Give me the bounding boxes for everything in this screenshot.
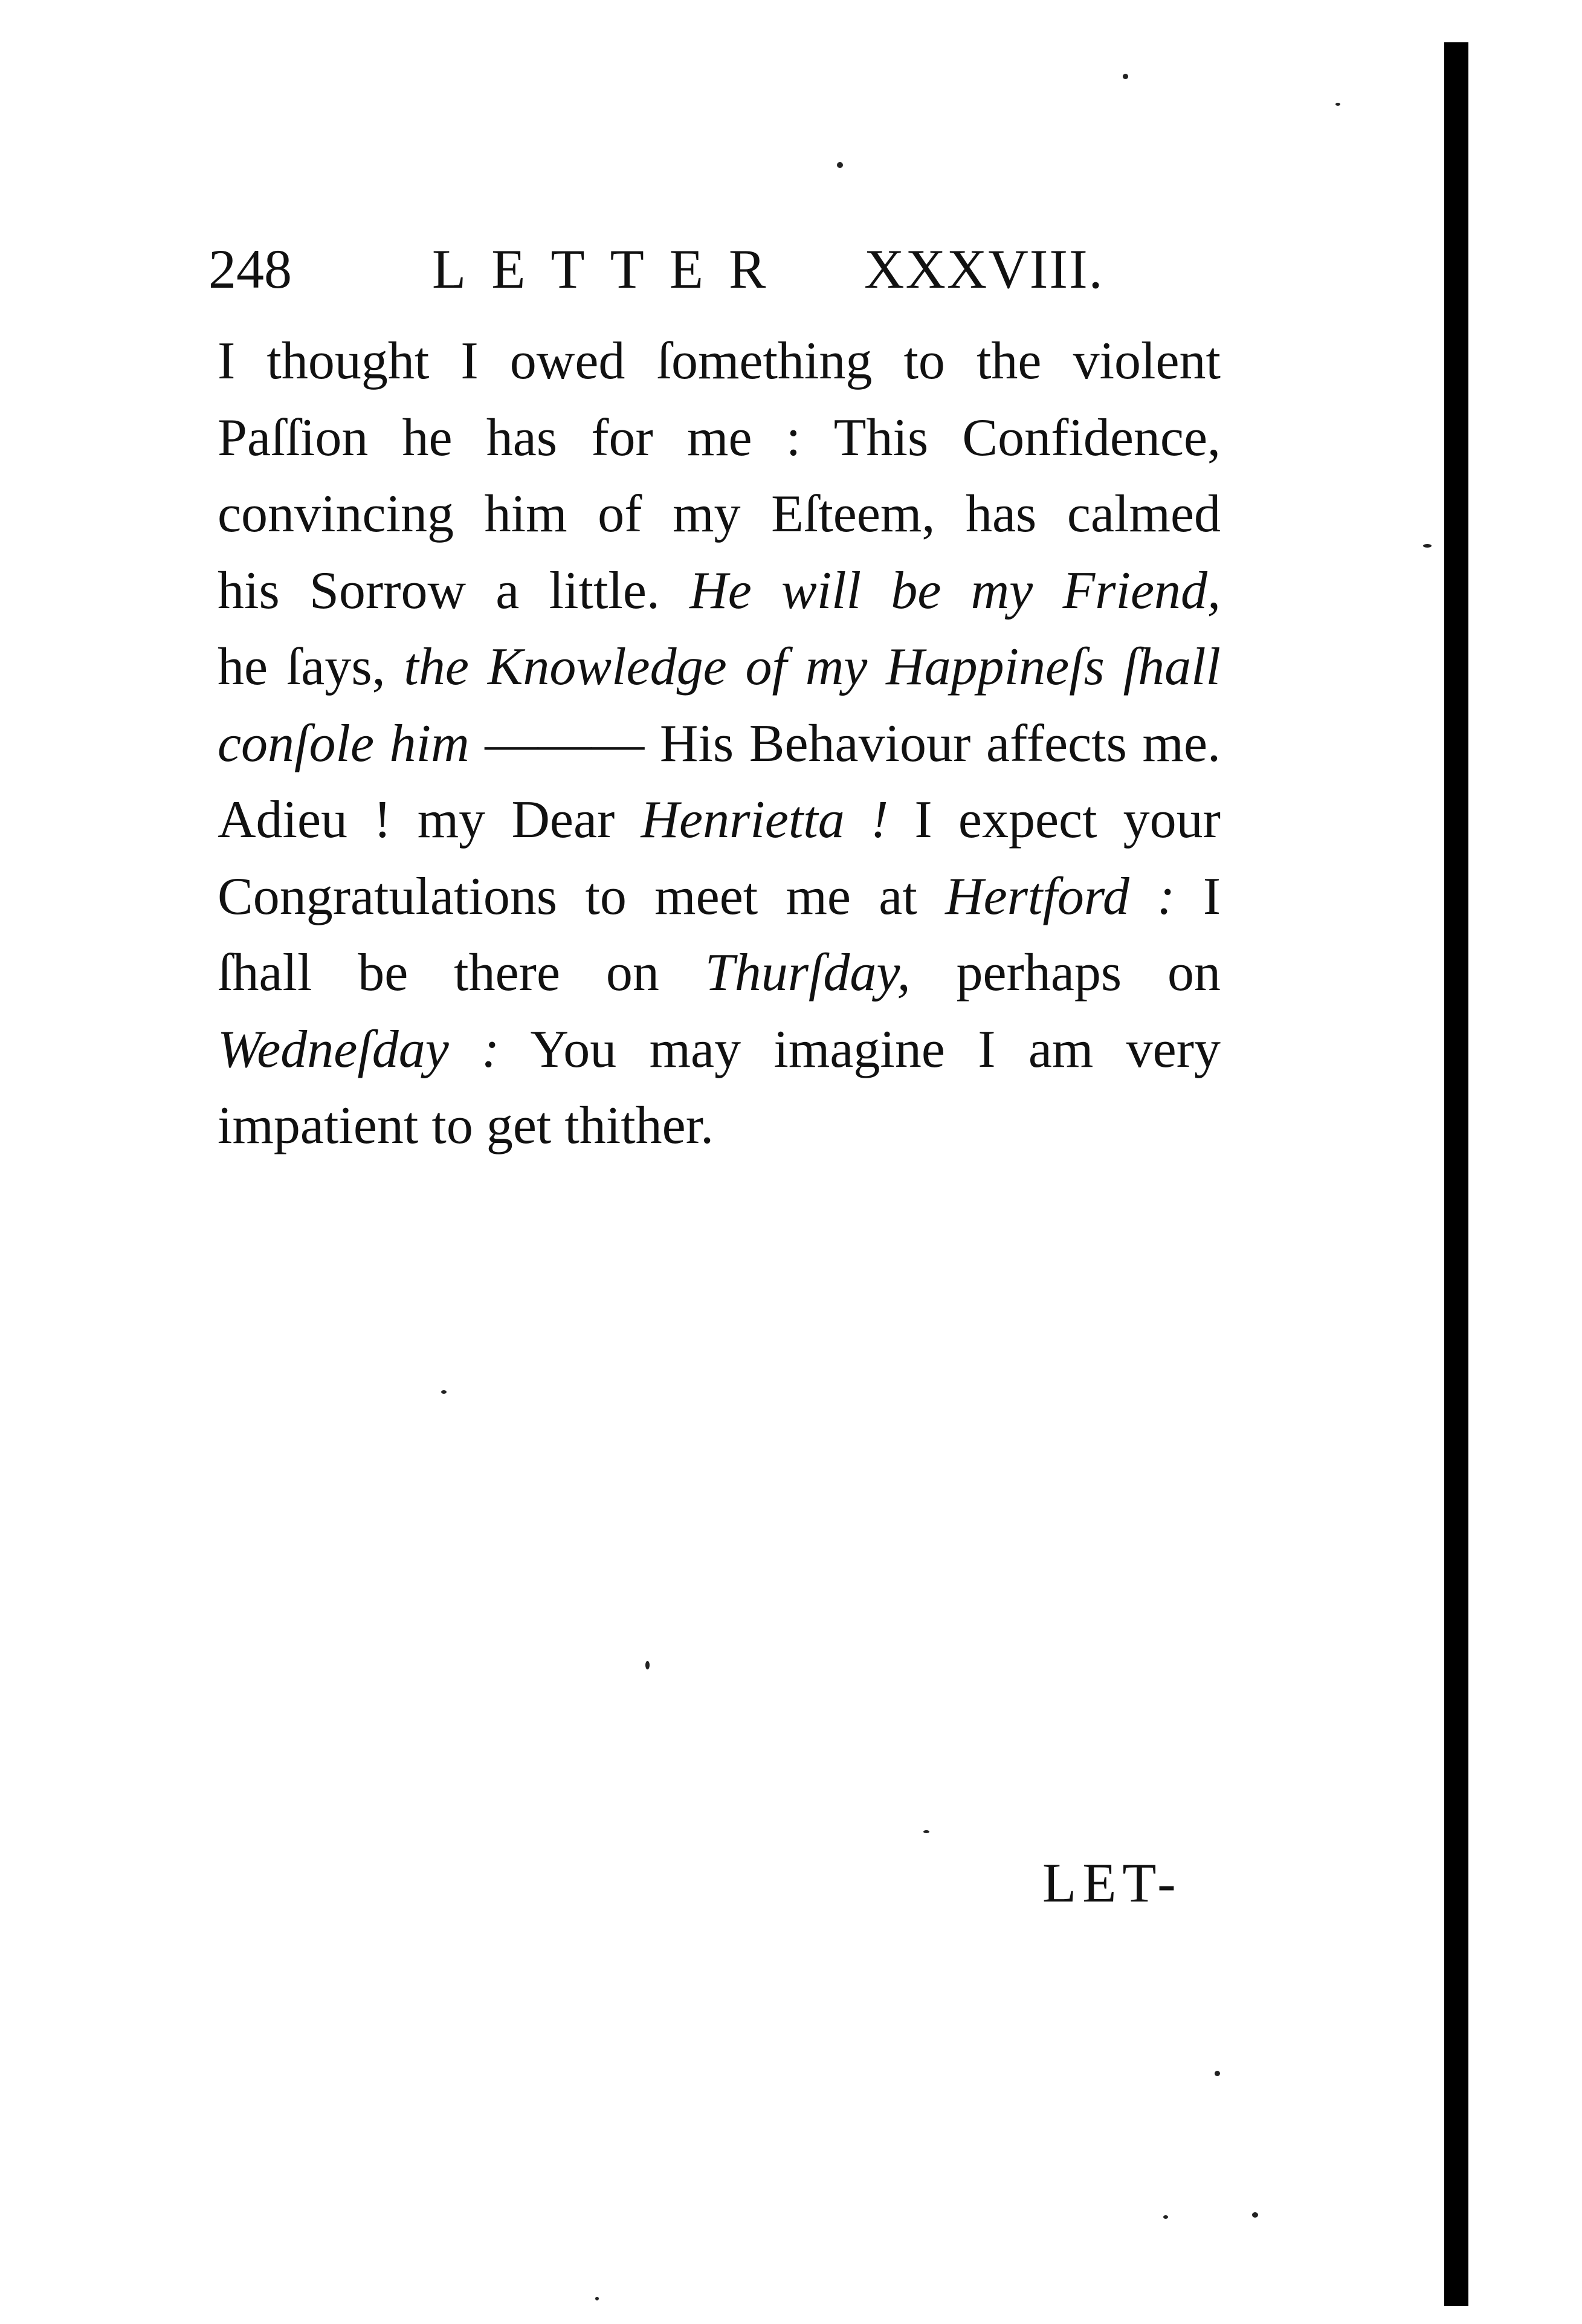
italic-run: conſole him bbox=[218, 714, 470, 773]
italic-run: the Knowledge of my Happineſs ſhall bbox=[404, 638, 1221, 696]
ink-speck bbox=[1163, 2215, 1168, 2219]
ink-speck bbox=[1252, 2212, 1258, 2218]
ink-speck bbox=[441, 1390, 447, 1394]
text-run: I thought I owed ſomething to the violent bbox=[218, 332, 1221, 390]
text-run: ſhall be there on bbox=[218, 944, 705, 1002]
ink-speck bbox=[923, 1830, 929, 1833]
text-run: perhaps on bbox=[910, 944, 1221, 1002]
text-run: I expect your bbox=[888, 791, 1221, 849]
italic-run: Wedneſday : bbox=[218, 1020, 500, 1079]
running-title: LETTER bbox=[432, 238, 792, 300]
text-line bbox=[218, 1088, 1221, 1165]
ink-speck bbox=[1335, 103, 1340, 106]
binding-edge-shadow bbox=[1444, 42, 1468, 2306]
letter-number: XXXVIII. bbox=[864, 238, 1104, 300]
text-run: convincing him of my Eſteem, has calmed bbox=[218, 485, 1221, 543]
text-line bbox=[218, 706, 1221, 783]
text-run: ——— His Behaviour affects me. bbox=[469, 714, 1221, 773]
text-line bbox=[218, 629, 1221, 706]
text-line bbox=[218, 935, 1221, 1012]
text-run: I bbox=[1175, 867, 1221, 926]
italic-run: Thurſday, bbox=[705, 944, 911, 1002]
text-run: impatient to get thither. bbox=[218, 1096, 714, 1155]
letter-body bbox=[218, 323, 1221, 1165]
catchword: LET- bbox=[1042, 1852, 1182, 1914]
text-line bbox=[218, 476, 1221, 553]
page-header bbox=[208, 230, 1236, 308]
ink-speck bbox=[1123, 74, 1128, 79]
italic-run: Hertford : bbox=[945, 867, 1175, 926]
italic-run: He will be my Friend, bbox=[689, 561, 1221, 620]
ink-speck bbox=[837, 162, 843, 168]
text-line bbox=[218, 400, 1221, 477]
ink-speck bbox=[595, 2297, 599, 2300]
ink-speck bbox=[645, 1661, 650, 1669]
text-line bbox=[218, 1012, 1221, 1089]
text-line bbox=[218, 553, 1221, 630]
text-run: Adieu ! my Dear bbox=[218, 791, 641, 849]
ink-speck bbox=[1423, 544, 1432, 548]
text-run: he ſays, bbox=[218, 638, 404, 696]
text-line bbox=[218, 782, 1221, 859]
italic-run: Henrietta ! bbox=[641, 791, 889, 849]
text-run: Congratulations to meet me at bbox=[218, 867, 946, 926]
text-run: Paſſion he has for me : This Confidence, bbox=[218, 408, 1221, 467]
text-run: You may imagine I am very bbox=[499, 1020, 1221, 1079]
text-line bbox=[218, 859, 1221, 936]
text-run: his Sorrow a little. bbox=[218, 561, 690, 620]
page-number: 248 bbox=[208, 238, 292, 300]
ink-speck bbox=[1215, 2071, 1220, 2076]
text-line bbox=[218, 323, 1221, 400]
